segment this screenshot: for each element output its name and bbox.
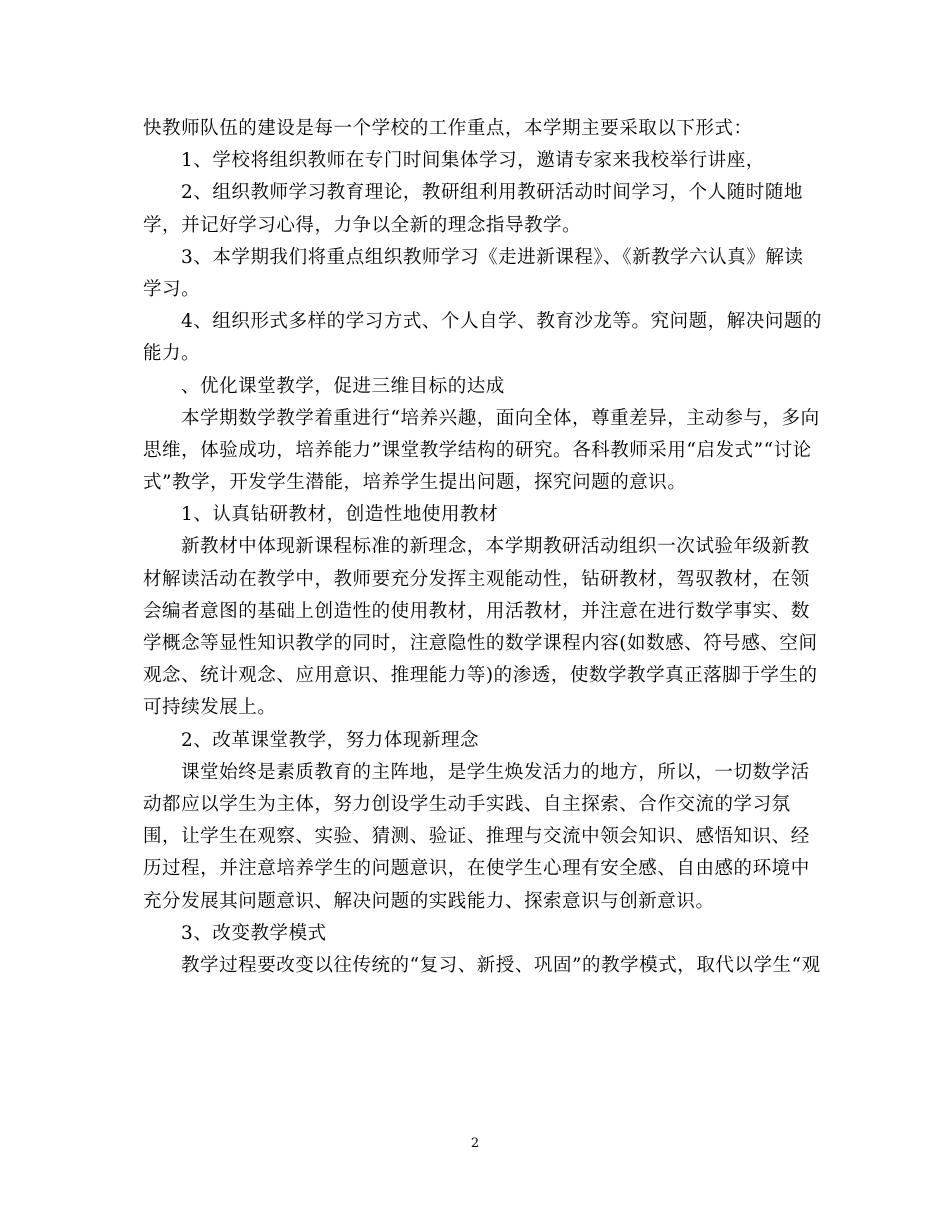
subsection-heading: 3、改变教学模式 xyxy=(181,922,327,944)
text-line: 本学期数学教学着重进行“培养兴趣，面向全体，尊重差异，主动参与，多向 xyxy=(181,407,820,429)
page-number: 2 xyxy=(470,1136,480,1151)
text-line: 材解读活动在教学中，教师要充分发挥主观能动性，钻研教材，驾驭教材，在领 xyxy=(143,568,810,590)
text-line: 新教材中体现新课程标准的新理念，本学期教研活动组织一次试验年级新教 xyxy=(181,536,810,558)
text-line: 1、学校将组织教师在专门时间集体学习，邀请专家来我校举行讲座， xyxy=(181,150,765,172)
text-line: 2、组织教师学习教育理论，教研组利用教研活动时间学习，个人随时随地 xyxy=(181,182,803,204)
text-line: 围，让学生在观察、实验、猜测、验证、推理与交流中领会知识、感悟知识、经 xyxy=(143,826,810,848)
text-line: 观念、统计观念、应用意识、推理能力等)的渗透，使数学教学真正落脚于学生的 xyxy=(143,665,818,687)
text-line: 式”教学，开发学生潜能，培养学生提出问题，探究问题的意识。 xyxy=(143,472,687,494)
text-line: 充分发展其问题意识、解决问题的实践能力、探索意识与创新意识。 xyxy=(143,890,715,912)
subsection-heading: 1、认真钻研教材，创造性地使用教材 xyxy=(181,504,499,526)
text-line: 学习。 xyxy=(143,278,201,300)
subsection-heading: 2、改革课堂教学，努力体现新理念 xyxy=(181,729,480,751)
text-line: 快教师队伍的建设是每一个学校的工作重点，本学期主要采取以下形式： xyxy=(143,118,753,139)
text-line: 会编者意图的基础上创造性的使用教材，用活教材，并注意在进行数学事实、数 xyxy=(143,600,810,622)
text-line: 4、组织形式多样的学习方式、个人自学、教育沙龙等。究问题，解决问题的 xyxy=(181,311,822,333)
text-line: 学概念等显性知识教学的同时，注意隐性的数学课程内容(如数感、符号感、空间 xyxy=(143,633,818,654)
text-line: 课堂始终是素质教育的主阵地，是学生焕发活力的地方，所以，一切数学活 xyxy=(181,761,810,783)
section-heading: 、优化课堂教学，促进三维目标的达成 xyxy=(181,375,505,397)
text-line: 3、本学期我们将重点组织教师学习《走进新课程》、《新教学六认真》解读 xyxy=(181,246,804,268)
text-line: 思维，体验成功，培养能力”课堂教学结构的研究。各科教师采用“启发式”“讨论 xyxy=(143,439,812,461)
document-body xyxy=(143,113,822,982)
text-line: 教学过程要改变以往传统的“复习、新授、巩固”的教学模式，取代以学生“观 xyxy=(181,954,821,976)
text-line: 历过程，并注意培养学生的问题意识，在使学生心理有安全感、自由感的环境中 xyxy=(143,858,810,880)
text-line: 学，并记好学习心得，力争以全新的理念指导教学。 xyxy=(143,214,582,236)
text-line: 能力。 xyxy=(143,343,201,365)
text-line: 可持续发展上。 xyxy=(143,697,277,719)
text-line: 动都应以学生为主体，努力创设学生动手实践、自主探索、合作交流的学习氛 xyxy=(143,793,791,815)
